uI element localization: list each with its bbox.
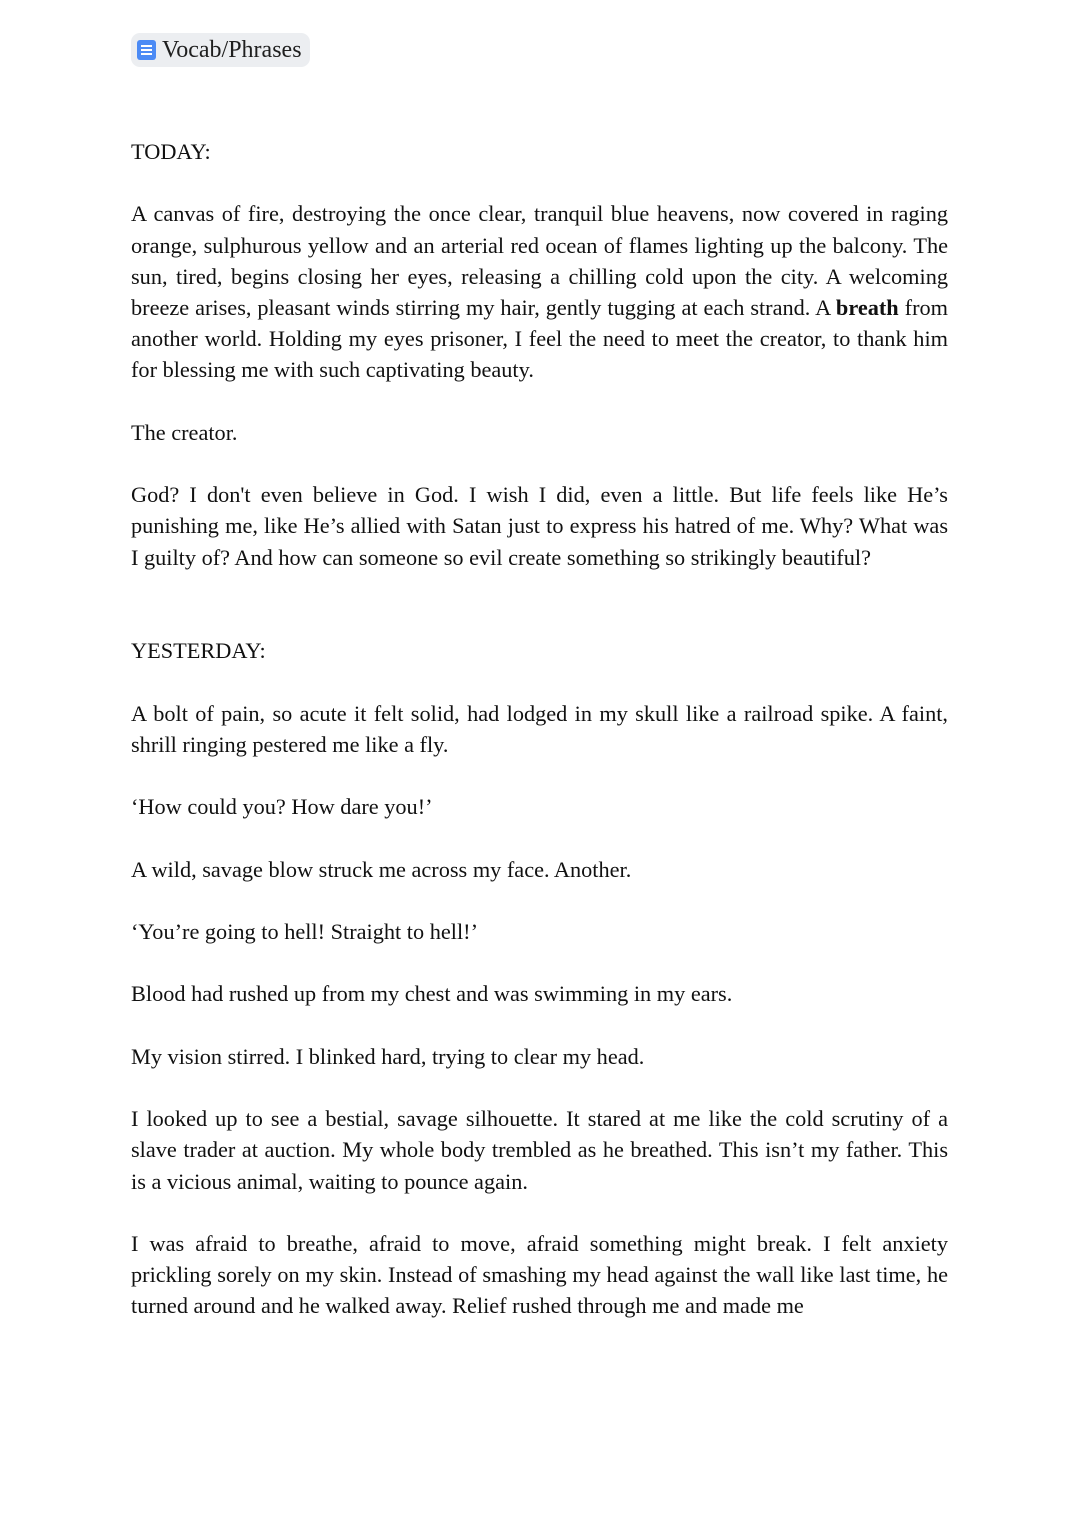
section-heading-today: TODAY: [131, 139, 211, 164]
paragraph: I was afraid to breathe, afraid to move, afraid something might break. I felt anxiety prickling sorely on my skin. Instead of smashing my head against the wall like last time, he turned around and he walked away. Relief rushed through me and made me [131, 1230, 948, 1319]
paragraph [131, 198, 948, 385]
doc-link-label: Vocab/Phrases [162, 37, 302, 63]
paragraph: My vision stirred. I blinked hard, trying to clear my head. [131, 1043, 645, 1069]
paragraph: God? I don't even believe in God. I wish I did, even a little. But life feels like He’s punishing me, like He’s allied with Satan just to express his hatred of me. Why? What was I guilty of? And how can someone so evil create something so strikingly beautiful? [131, 482, 948, 570]
doc-link-chip[interactable] [131, 33, 310, 67]
paragraph: ‘You’re going to hell! Straight to hell!’ [131, 918, 479, 944]
doc-icon [137, 40, 156, 60]
paragraph: The creator. [131, 419, 238, 445]
paragraph-text: A canvas of fire, destroying the once clear, tranquil blue heavens, now covered in raging orange, sulphurous yellow and an arterial red ocean of flames lighting up the balcony. The sun, tired, begins closing her eyes, releasing a chilling cold upon the city. A welcoming breeze arises, pleasant winds stirring my hair, gently tugging at each strand. A [131, 201, 948, 320]
paragraph: ‘How could you? How dare you!’ [131, 794, 433, 820]
bold-word: breath [835, 295, 899, 320]
paragraph: Blood had rushed up from my chest and was swimming in my ears. [131, 981, 733, 1007]
paragraph-text: from another world. Holding my eyes prisoner, I feel the need to meet the creator, to thank him for blessing me with such captivating beauty. [131, 295, 948, 383]
paragraph: I looked up to see a bestial, savage silhouette. It stared at me like the cold scrutiny of a slave trader at auction. My whole body trembled as he breathed. This isn’t my father. This is a vicious animal, waiting to pounce again. [131, 1106, 948, 1194]
document-body [131, 136, 948, 1322]
section-heading-yesterday: YESTERDAY: [131, 638, 266, 664]
paragraph: A wild, savage blow struck me across my face. Another. [131, 856, 632, 882]
paragraph: A bolt of pain, so acute it felt solid, had lodged in my skull like a railroad spike. A faint, shrill ringing pestered me like a fly. [131, 700, 948, 757]
